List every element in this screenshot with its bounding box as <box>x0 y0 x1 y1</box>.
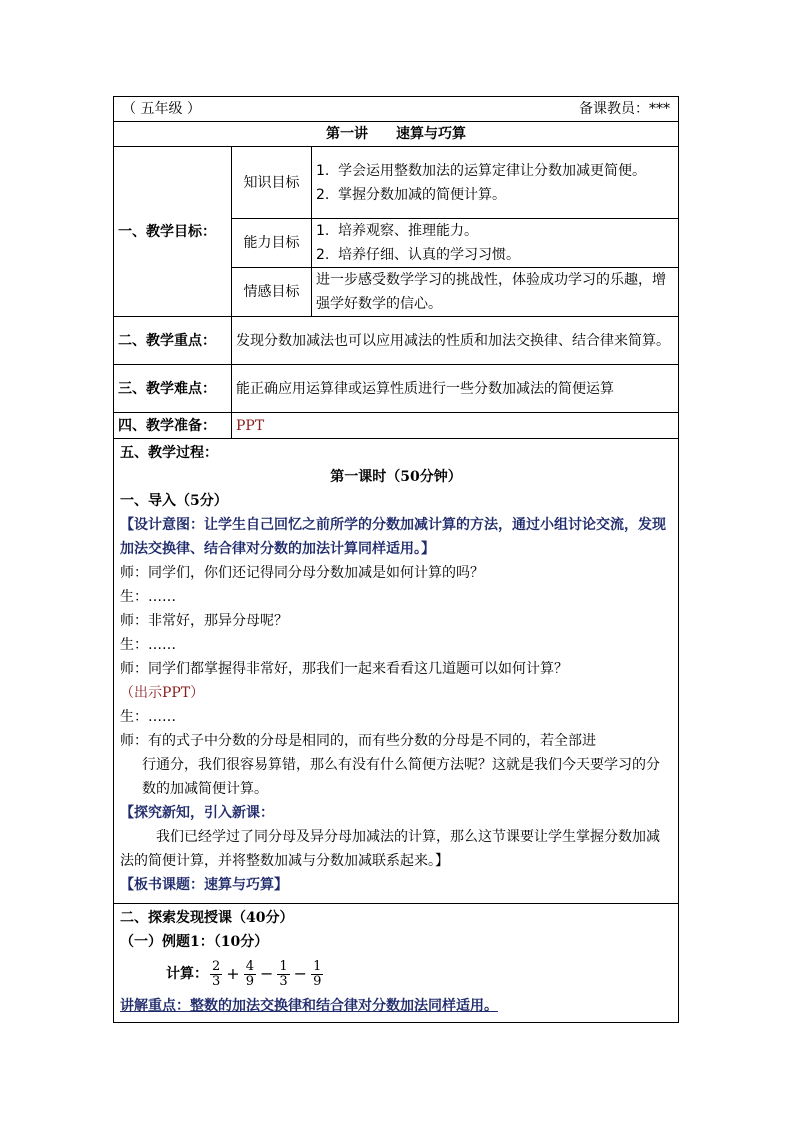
plus-sign: + <box>226 964 240 983</box>
preparation-text: PPT <box>232 413 679 439</box>
dialogue-line: 师：同学们，你们还记得同分母分数加减是如何计算的吗？ <box>120 565 484 581</box>
fraction: $\frac{1}{3}$ <box>279 958 288 989</box>
minus-sign: − <box>259 964 274 983</box>
fraction: $\frac{1}{9}$ <box>313 958 322 989</box>
key-explain: 讲解重点：整数的加法交换律和结合律对分数加法同样适用。 <box>120 998 498 1014</box>
show-ppt-note: （出示PPT） <box>120 685 205 701</box>
explore-label: 【探究新知，引入新课： <box>120 805 274 821</box>
teacher-label: 备课教员：*** <box>579 101 671 117</box>
list-item: 2. 培养仔细、认真的学习习惯。 <box>316 247 520 263</box>
process-row <box>114 439 679 904</box>
header-row <box>114 97 679 122</box>
section2-heading: 二、探索发现授课（40分） <box>120 910 294 926</box>
dialogue-line: 师：同学们都掌握得非常好，那我们一起来看看这几道题可以如何计算？ <box>120 661 568 677</box>
fraction: $\frac{2}{3}$ <box>212 958 221 989</box>
difficulty-label: 三、教学难点： <box>114 365 232 413</box>
emotion-label: 情感目标 <box>232 268 312 317</box>
difficulty-text: 能正确应用运算律或运算性质进行一些分数加减法的简便运算 <box>232 365 679 413</box>
design-intent: 【设计意图：让学生自己回忆之前所学的分数加减计算的方法，通过小组讨论交流，发现加法交换律、结合律对分数的加法计算同样适用。】 <box>120 517 666 557</box>
list-item: 1. 学会运用整数加法的运算定律让分数加减更简便。 <box>316 162 646 179</box>
lesson-plan-sheet <box>113 96 678 1023</box>
fraction: $\frac{4}{9}$ <box>245 958 254 989</box>
teacher-long-first: 师：有的式子中分数的分母是相同的，而有些分数的分母是不同的，若全部进 <box>120 733 596 749</box>
calc-label: 计算： <box>166 966 208 982</box>
process-label: 五、教学过程： <box>120 445 218 461</box>
key-point-label: 二、教学重点： <box>114 317 232 365</box>
preparation-row <box>114 413 679 439</box>
section2-row <box>114 904 679 1023</box>
intro-heading: 一、导入（5分） <box>120 493 228 509</box>
minus-sign: − <box>293 964 308 983</box>
title-row <box>114 122 679 147</box>
objectives-label: 一、教学目标： <box>114 147 232 317</box>
explore-text: 我们已经学过了同分母及异分母加减法的计算，那么这节课要让学生掌握分数加减法的简便计算，并将整数加减与分数加减联系起来。】 <box>120 829 660 869</box>
ability-label: 能力目标 <box>232 219 312 268</box>
grade-label: （ 五年级 ） <box>122 101 201 117</box>
difficulty-row <box>114 365 679 413</box>
student-reply: 生：…… <box>120 709 176 725</box>
knowledge-label: 知识目标 <box>232 147 312 219</box>
lesson-plan-table <box>113 96 679 1023</box>
key-point-text: 发现分数加减法也可以应用减法的性质和加法交换律、结合律来简算。 <box>232 317 679 365</box>
lecture-title: 速算与巧算 <box>396 126 466 142</box>
knowledge-objective-row <box>114 147 679 219</box>
list-item: 2. 掌握分数加减的简便计算。 <box>316 186 506 203</box>
dialogue-line: 生：…… <box>120 589 176 605</box>
dialogue-line: 生：…… <box>120 637 176 653</box>
period-title: 第一课时（50分钟） <box>330 469 462 485</box>
preparation-label: 四、教学准备： <box>114 413 232 439</box>
board-title: 【板书课题：速算与巧算】 <box>120 877 288 893</box>
calc-expression <box>120 954 672 994</box>
emotion-text: 进一步感受数学学习的挑战性，体验成功学习的乐趣，增强学好数学的信心。 <box>312 268 679 317</box>
teacher-long-rest: 行通分，我们很容易算错，那么有没有什么简便方法呢？这就是我们今天要学习的分数的加减简便计算。 <box>142 757 660 797</box>
knowledge-list <box>316 159 674 207</box>
key-point-row <box>114 317 679 365</box>
dialogue-line: 师：非常好，那异分母呢？ <box>120 613 288 629</box>
list-item: 1. 培养观察、推理能力。 <box>316 223 478 239</box>
example-heading: （一）例题1：（10分） <box>120 934 269 950</box>
lecture-number: 第一讲 <box>326 126 368 142</box>
ability-list <box>316 219 674 267</box>
